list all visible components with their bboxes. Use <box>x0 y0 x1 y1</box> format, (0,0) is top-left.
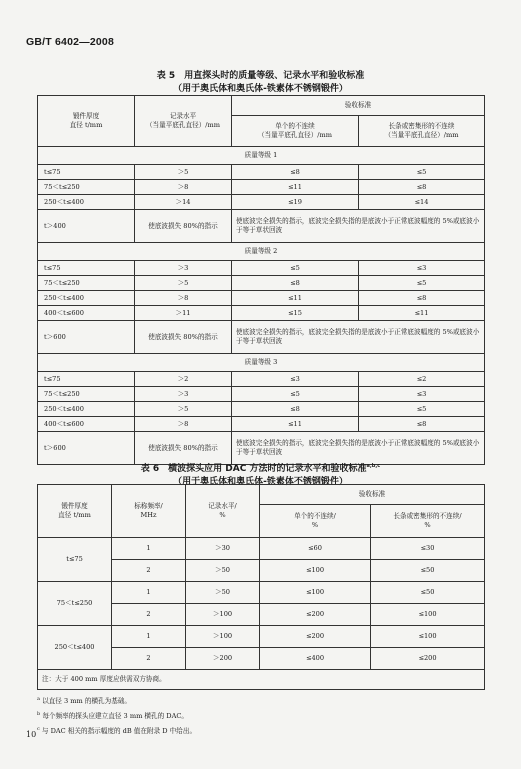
record-level-cell: ＞50 <box>186 582 260 604</box>
frequency-cell: 2 <box>112 604 186 626</box>
t6-header-record: 记录水平/ % <box>186 485 260 538</box>
single-discontinuity-cell: ≤100 <box>260 560 371 582</box>
table-row <box>38 582 485 604</box>
thickness-cell: 75＜t≤250 <box>38 180 135 195</box>
page-number: 10 <box>26 730 37 739</box>
elongated-discontinuity-cell: ≤100 <box>371 626 485 648</box>
record-level-cell: ＞100 <box>186 626 260 648</box>
thickness-cell: 250＜t≤400 <box>38 402 135 417</box>
footnote-mark: b <box>37 710 41 717</box>
elongated-discontinuity-cell: ≤2 <box>359 372 485 387</box>
t5-header-thickness: 锻件厚度 直径 t/mm <box>38 96 135 147</box>
single-discontinuity-cell: ≤400 <box>260 648 371 670</box>
table-row <box>38 387 485 402</box>
record-level-cell: 使底波损失 80%的指示 <box>135 321 232 354</box>
single-discontinuity-cell: ≤5 <box>232 387 359 402</box>
quality-grade-title: 质量等级 2 <box>38 243 485 261</box>
elongated-discontinuity-cell: ≤5 <box>359 402 485 417</box>
single-discontinuity-cell: ≤11 <box>232 417 359 432</box>
footnote-mark: c <box>37 725 40 732</box>
table-row <box>38 195 485 210</box>
table-row <box>38 276 485 291</box>
elongated-discontinuity-cell: ≤3 <box>359 387 485 402</box>
frequency-cell: 1 <box>112 626 186 648</box>
table-row <box>38 321 485 354</box>
thickness-cell: 75＜t≤250 <box>38 387 135 402</box>
elongated-discontinuity-cell: ≤8 <box>359 417 485 432</box>
t6-header-thickness: 锻件厚度 直径 t/mm <box>38 485 112 538</box>
footnote <box>37 725 484 735</box>
table-row <box>38 402 485 417</box>
backwall-loss-criterion-cell: 使底波完全损失的指示，底波完全损失指的是底波小于正常底波幅度的 5%或底波小于等于草状回波 <box>232 321 485 354</box>
footnote-text: 每个频率的探头应建立直径 3 mm 横孔的 DAC。 <box>42 712 188 720</box>
elongated-discontinuity-cell: ≤30 <box>371 538 485 560</box>
t5-header-elongated: 长条或密集形的不连续 （当量平底孔直径）/mm <box>359 116 485 147</box>
record-level-cell: ＞200 <box>186 648 260 670</box>
thickness-cell: 250＜t≤400 <box>38 291 135 306</box>
backwall-loss-criterion-cell: 使底波完全损失的指示，底波完全损失指的是底波小于正常底波幅度的 5%或底波小于等于草状回波 <box>232 432 485 465</box>
thickness-cell: 400＜t≤600 <box>38 417 135 432</box>
elongated-discontinuity-cell: ≤50 <box>371 582 485 604</box>
table5-caption: 表 5 用直探头时的质量等级、记录水平和验收标准 <box>156 71 365 81</box>
t5-header-single: 单个的不连续 （当量平底孔直径）/mm <box>232 116 359 147</box>
table-row <box>38 372 485 387</box>
frequency-cell: 2 <box>112 560 186 582</box>
thickness-cell: 250＜t≤400 <box>38 626 112 670</box>
t6-header-elongated: 长条或密集形的不连续/ % <box>371 505 485 538</box>
thickness-cell: t＞600 <box>38 432 135 465</box>
t6-header-single: 单个的不连续/ % <box>260 505 371 538</box>
record-level-cell: ＞100 <box>186 604 260 626</box>
frequency-cell: 1 <box>112 538 186 560</box>
record-level-cell: ＞8 <box>135 417 232 432</box>
single-discontinuity-cell: ≤8 <box>232 402 359 417</box>
elongated-discontinuity-cell: ≤11 <box>359 306 485 321</box>
thickness-cell: t≤75 <box>38 538 112 582</box>
thickness-cell: 400＜t≤600 <box>38 306 135 321</box>
single-discontinuity-cell: ≤200 <box>260 604 371 626</box>
quality-grade-title: 质量等级 3 <box>38 354 485 372</box>
elongated-discontinuity-cell: ≤8 <box>359 180 485 195</box>
table-row <box>38 417 485 432</box>
record-level-cell: ＞5 <box>135 276 232 291</box>
record-level-cell: ＞3 <box>135 261 232 276</box>
elongated-discontinuity-cell: ≤5 <box>359 276 485 291</box>
record-level-cell: 使底波损失 80%的指示 <box>135 432 232 465</box>
table-row <box>38 538 485 560</box>
single-discontinuity-cell: ≤15 <box>232 306 359 321</box>
footnote-text: 以直径 3 mm 的横孔为基础。 <box>42 697 132 705</box>
single-discontinuity-cell: ≤11 <box>232 291 359 306</box>
elongated-discontinuity-cell: ≤8 <box>359 291 485 306</box>
table6 <box>37 484 485 690</box>
record-level-cell: 使底波损失 80%的指示 <box>135 210 232 243</box>
record-level-cell: ＞3 <box>135 387 232 402</box>
record-level-cell: ＞5 <box>135 402 232 417</box>
elongated-discontinuity-cell: ≤3 <box>359 261 485 276</box>
single-discontinuity-cell: ≤11 <box>232 180 359 195</box>
thickness-cell: t≤75 <box>38 165 135 180</box>
table6-note: 注：大于 400 mm 厚度应供需双方协商。 <box>38 670 485 690</box>
single-discontinuity-cell: ≤3 <box>232 372 359 387</box>
table5-subcaption: （用于奥氏体和奥氏体-铁素体不锈钢锻件） <box>173 84 348 94</box>
record-level-cell: ＞11 <box>135 306 232 321</box>
thickness-cell: 75＜t≤250 <box>38 276 135 291</box>
table-row <box>38 165 485 180</box>
thickness-cell: 250＜t≤400 <box>38 195 135 210</box>
frequency-cell: 1 <box>112 582 186 604</box>
single-discontinuity-cell: ≤8 <box>232 276 359 291</box>
t5-header-acceptance: 验收标准 <box>232 96 485 116</box>
table-row <box>38 626 485 648</box>
footnote <box>37 695 484 705</box>
table-row <box>38 291 485 306</box>
thickness-cell: 75＜t≤250 <box>38 582 112 626</box>
frequency-cell: 2 <box>112 648 186 670</box>
table6-subcaption: （用于奥氏体和奥氏体-铁素体不锈钢锻件） <box>173 477 348 487</box>
backwall-loss-criterion-cell: 使底波完全损失的指示，底波完全损失指的是底波小于正常底波幅度的 5%或底波小于等于草状回波 <box>232 210 485 243</box>
thickness-cell: t＞400 <box>38 210 135 243</box>
t5-header-record: 记录水平 （当量平底孔直径）/mm <box>135 96 232 147</box>
footnote-text: 与 DAC 相关的指示幅度的 dB 值在附录 D 中给出。 <box>41 727 197 735</box>
single-discontinuity-cell: ≤60 <box>260 538 371 560</box>
thickness-cell: t≤75 <box>38 261 135 276</box>
record-level-cell: ＞50 <box>186 560 260 582</box>
record-level-cell: ＞5 <box>135 165 232 180</box>
table6-caption: 表 6 横波探头应用 DAC 方法时的记录水平和验收标准$^{a,b,c}$ <box>140 463 381 474</box>
table-row <box>38 210 485 243</box>
footnote <box>37 710 484 720</box>
thickness-cell: t≤75 <box>38 372 135 387</box>
t6-header-acceptance: 验收标准 <box>260 485 485 505</box>
table5 <box>37 95 485 465</box>
t6-header-frequency: 标称频率/ MHz <box>112 485 186 538</box>
record-level-cell: ＞14 <box>135 195 232 210</box>
single-discontinuity-cell: ≤200 <box>260 626 371 648</box>
elongated-discontinuity-cell: ≤200 <box>371 648 485 670</box>
single-discontinuity-cell: ≤100 <box>260 582 371 604</box>
thickness-cell: t＞600 <box>38 321 135 354</box>
record-level-cell: ＞2 <box>135 372 232 387</box>
table-row <box>38 306 485 321</box>
record-level-cell: ＞8 <box>135 291 232 306</box>
elongated-discontinuity-cell: ≤5 <box>359 165 485 180</box>
single-discontinuity-cell: ≤19 <box>232 195 359 210</box>
table-row <box>38 180 485 195</box>
elongated-discontinuity-cell: ≤14 <box>359 195 485 210</box>
single-discontinuity-cell: ≤5 <box>232 261 359 276</box>
table-row <box>38 432 485 465</box>
standard-header: GB/T 6402—2008 <box>26 36 115 48</box>
single-discontinuity-cell: ≤8 <box>232 165 359 180</box>
footnote-mark: a <box>37 695 40 702</box>
elongated-discontinuity-cell: ≤100 <box>371 604 485 626</box>
record-level-cell: ＞8 <box>135 180 232 195</box>
elongated-discontinuity-cell: ≤50 <box>371 560 485 582</box>
table-row <box>38 261 485 276</box>
quality-grade-title: 质量等级 1 <box>38 147 485 165</box>
record-level-cell: ＞30 <box>186 538 260 560</box>
